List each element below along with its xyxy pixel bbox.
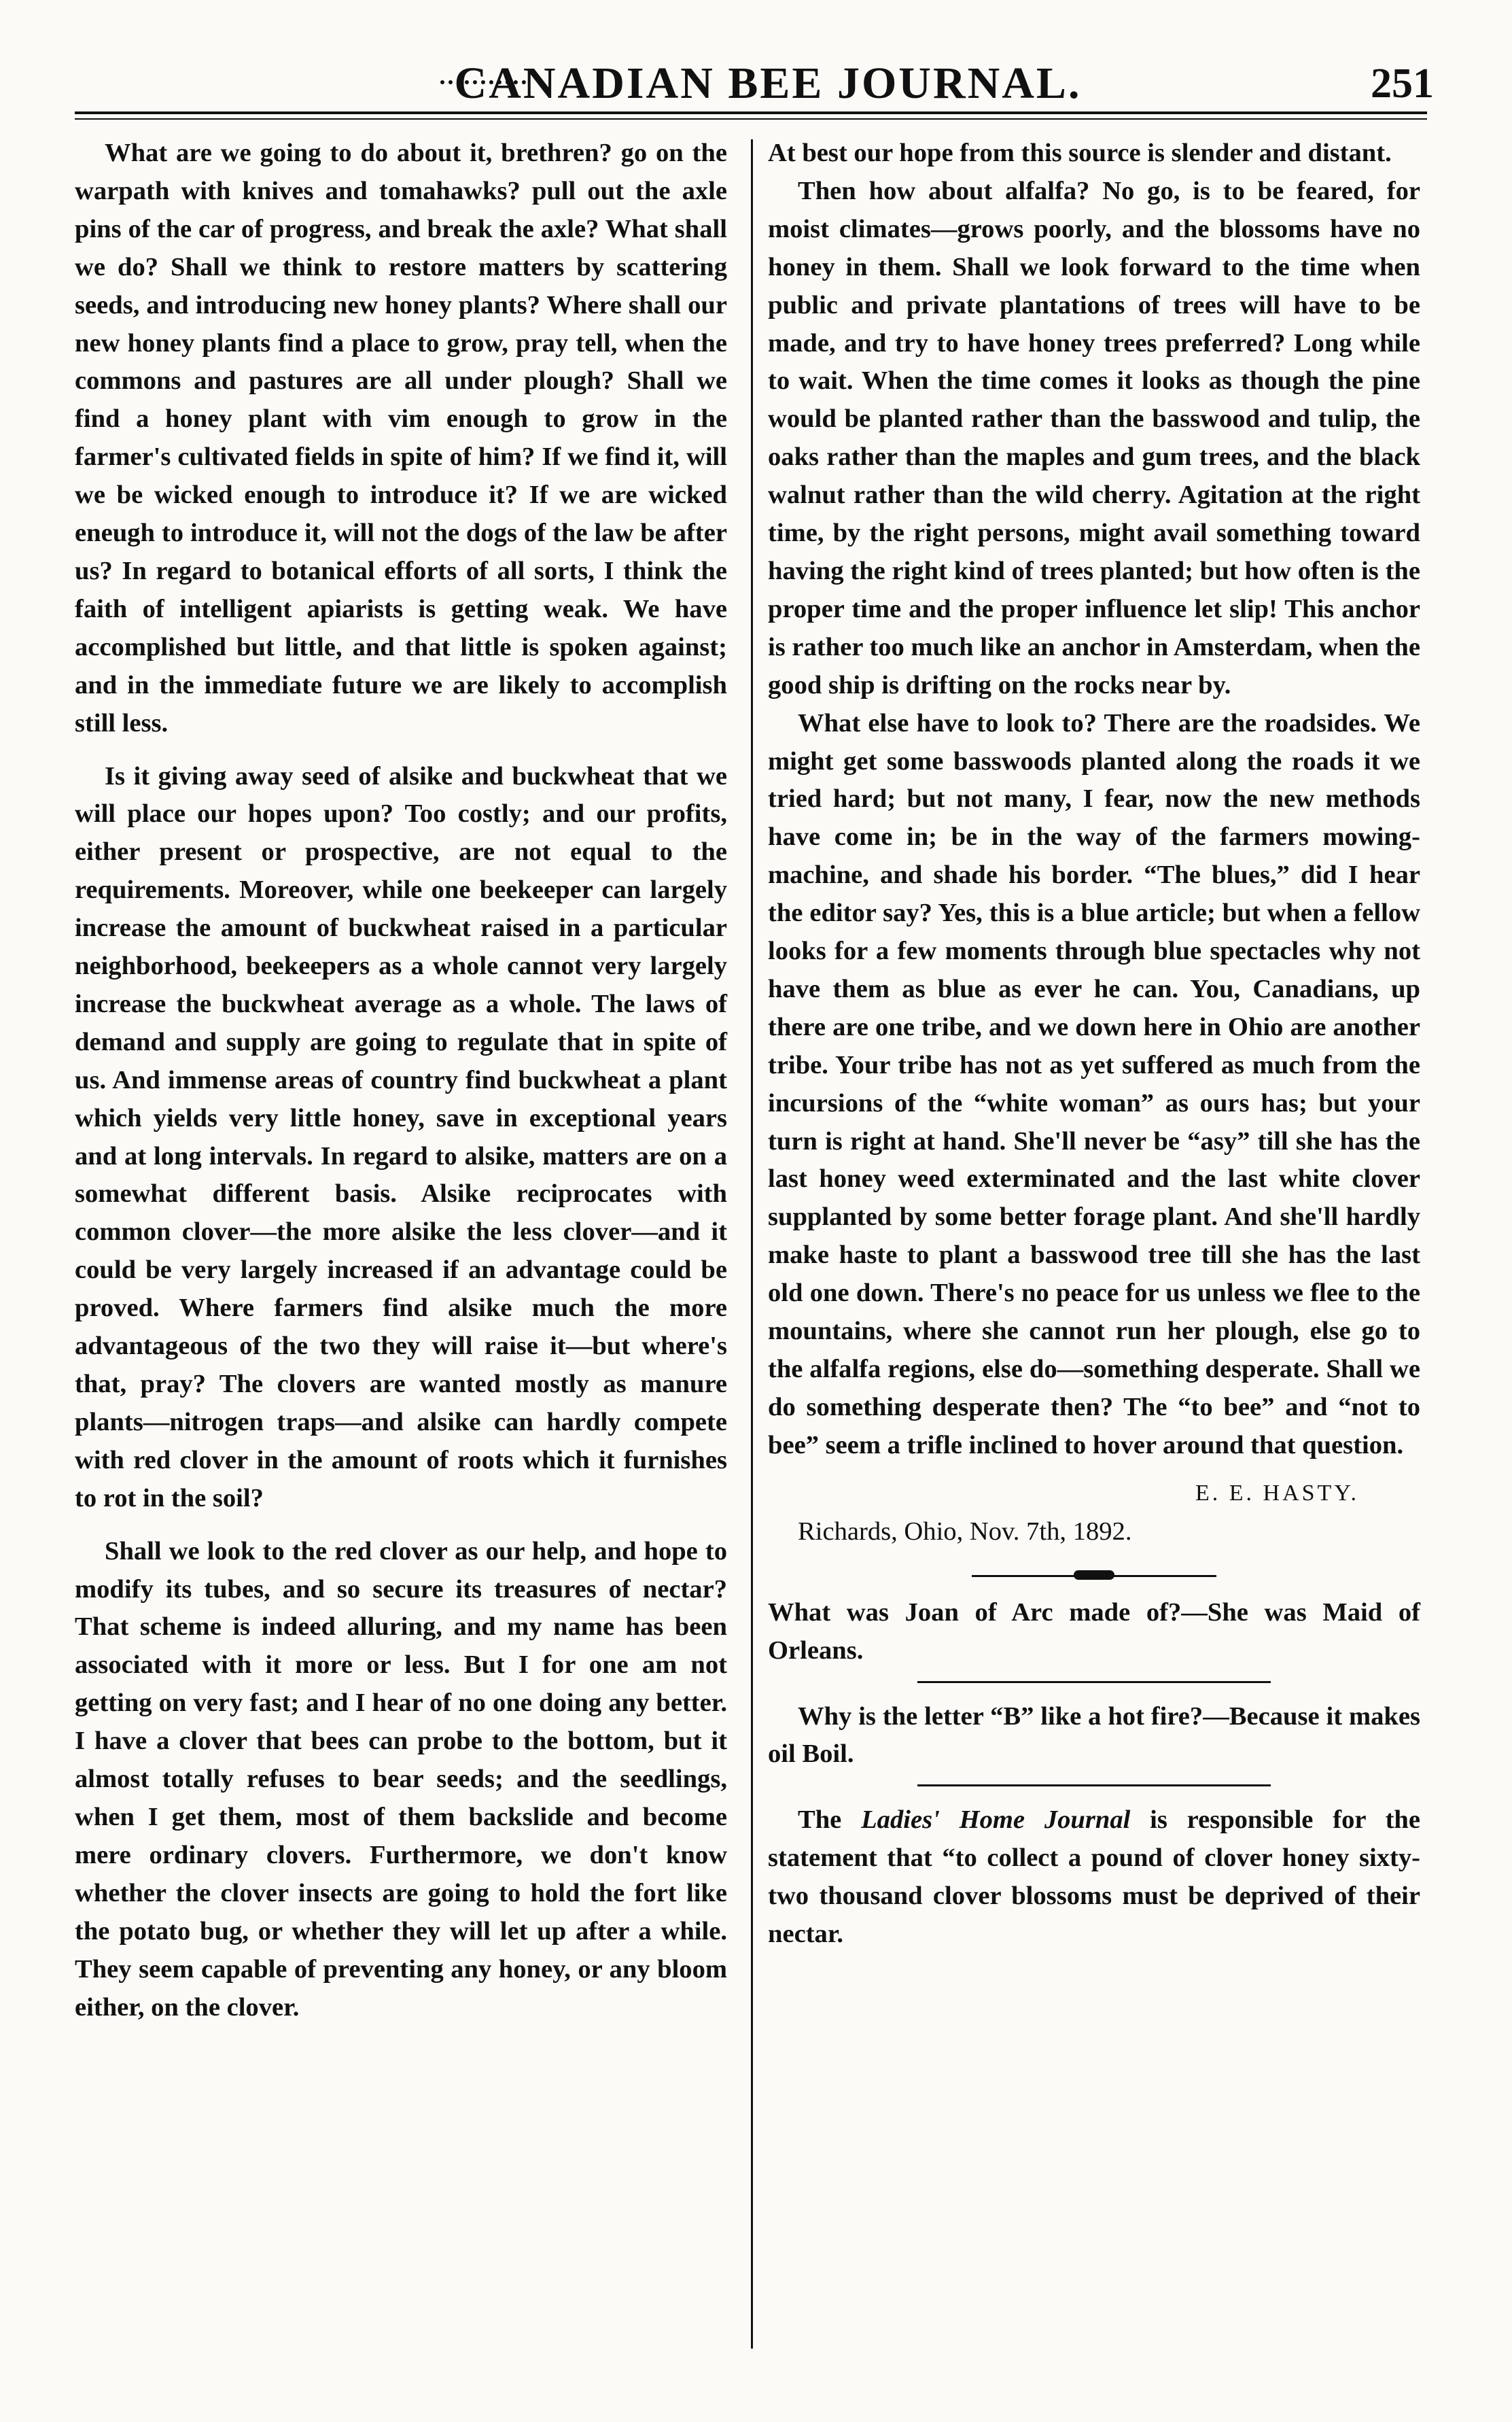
- joke-paragraph: Why is the letter “B” like a hot fire?—Because it makes oil Boil.: [768, 1701, 1420, 1769]
- paragraph: What else have to look to? There are the roadsides. We might get some basswoods planted along the roads it we tried hard; but not many, I fear, now the new methods have come in; be in the way of the farmers mowing-machine, and shade his border. “The blues,” did I hear the editor say? Yes, this is a blue article; but when a fellow looks for a few moments through blue spectacles why not have them as blue as ever he can. You, Canadians, up there are one tribe, and we down here in Ohio are another tribe. Your tribe has not as yet suffered as much from the incursions of the “white woman” as ours has; but your turn is right at hand. She'll never be “asy” till she has the last honey weed exterminated and the last white clover supplanted by some better forage plant. And she'll hardly make haste to plant a basswood tree till she has the last old one down. There's no peace for us unless we flee to the mountains, where she cannot run her plough, else go to the alfalfa regions, else do—something desperate. Shall we do something desperate then? The “to bee” and “not to bee” seem a trifle inclined to hover around that question.: [768, 708, 1420, 1459]
- paragraph: At best our hope from this source is slender and distant.: [768, 139, 1392, 167]
- paragraph: Then how about alfalfa? No go, is to be feared, for moist climates—grows poorly, and the blossoms have no honey in them. Shall we look forward to the time when public and private plantations of trees will have to be made, and try to have honey trees preferred? Long while to wait. When the time comes it looks as though the pine would be planted rather than the basswood and tulip, the oaks rather than the maples and gum trees, and the black walnut rather than the wild cherry. Agitation at the right time, by the right persons, might avail something toward having the right kind of trees planted; but how often is the proper time and the proper influence let slip! This anchor is rather too much like an anchor in Amsterdam, when the good ship is drifting on the rocks near by.: [768, 176, 1420, 699]
- ornament-divider: [972, 1570, 1216, 1582]
- left-column: [75, 135, 727, 2026]
- journal-name: Ladies' Home Journal: [861, 1805, 1131, 1835]
- header-rule-thin: [75, 118, 1427, 120]
- header-rule: [75, 111, 1427, 114]
- paragraph: Is it giving away seed of alsike and buckwheat that we will place our hopes upon? Too costly; and our profits, either present or prospective, are not equal to the requirements. Moreover, while one beekeeper can largely increase the amount of buckwheat raised in a particular neighborhood, beekeepers as a whole cannot very largely increase the buckwheat average as a whole. The laws of demand and supply are going to regulate that in spite of us. And immense areas of country find buckwheat a plant which yields very little honey, save in exceptional years and at long intervals. In regard to alsike, matters are on a somewhat different basis. Alsike reciprocates with common clover—the more alsike the less clover—and it could be very largely increased if an advantage could be proved. Where farmers find alsike much the more advantageous of the two they will raise it—but where's that, pray? The clovers are wanted mostly as manure plants—nitrogen traps—and alsike can hardly compete with red clover in the amount of roots which it furnishes to rot in the soil?: [75, 761, 727, 1512]
- short-divider: [917, 1681, 1271, 1683]
- author-signature: E. E. HASTY.: [1195, 1480, 1359, 1506]
- page-number: 251: [1371, 60, 1434, 107]
- place-date: Richards, Ohio, Nov. 7th, 1892.: [798, 1517, 1132, 1546]
- joke-paragraph: What was Joan of Arc made of?—She was Maid of Orleans.: [768, 1597, 1420, 1665]
- page-header: [75, 53, 1461, 114]
- note-paragraph: [768, 1801, 1420, 1954]
- paragraph: What are we going to do about it, brethren? go on the warpath with knives and tomahawks? pull out the axle pins of the car of progress, and break the axle? What shall we do? Shall we think to restore matters by scattering seeds, and introducing new honey plants? Where shall our new honey plants find a place to grow, pray tell, when the commons and pastures are all under plough? Shall we find a honey plant with vim enough to grow in the farmer's cultivated fields in spite of him? If we find it, will we be wicked enough to introduce it? If we are wicked eneugh to introduce it, will not the dogs of the law be after us? In regard to botanical efforts of all sorts, I think the faith of intelligent apiarists is getting weak. We have accomplished but little, and that little is spoken against; and in the immediate future we are likely to accomplish still less.: [75, 139, 727, 738]
- paragraph: Shall we look to the red clover as our help, and hope to modify its tubes, and so secure its treasures of nectar? That scheme is indeed alluring, and my name has been associated with it more or less. But I for one am not getting on very fast; and I hear of no one doing any better. I have a clover that bees can probe to the bottom, but it almost totally refuses to bear seeds; and the seedlings, when I get them, most of them backslide and become mere ordinary clovers. Furthermore, we don't know whether the clover insects are going to hold the fort like the potato bug, or whether they will let up after a while. They seem capable of preventing any honey, or any bloom either, on the clover.: [75, 1536, 727, 2022]
- right-column: [768, 135, 1420, 1954]
- note-rest: is responsible for the statement that “to collect a pound of clover honey sixty-two thousand clover blossoms must be deprived of their nectar.: [768, 1805, 1420, 1949]
- column-divider: [751, 139, 753, 2349]
- divider-knot: [1074, 1570, 1114, 1580]
- journal-title: CANADIAN BEE JOURNAL.: [454, 58, 1082, 108]
- short-divider: [917, 1784, 1271, 1786]
- note-intro: The: [798, 1805, 862, 1835]
